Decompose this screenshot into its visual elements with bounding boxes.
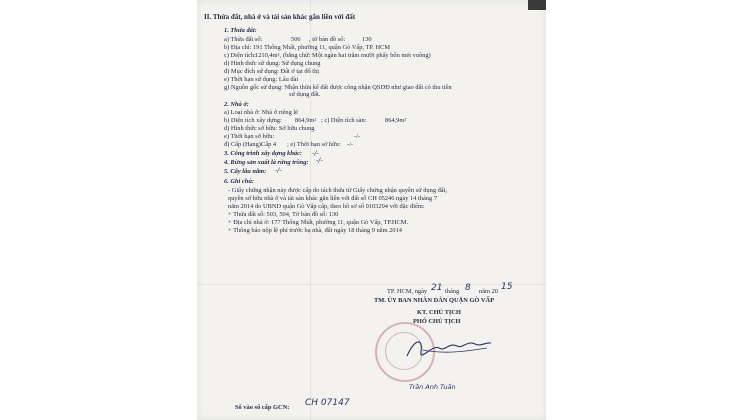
signing-month: 8 [465, 283, 471, 293]
trees-value: -/- [275, 166, 282, 174]
house-term-value: -/- [347, 141, 354, 148]
notes-heading: 6. Ghi chú: [224, 178, 255, 185]
forest-value: -/- [316, 156, 323, 164]
land-use-form: d) Hình thức sử dụng: Sử dụng chung [224, 60, 321, 67]
deputy-title: PHÓ CHỦ TỊCH [413, 318, 461, 325]
parcel-number-label: a) Thửa đất số: [224, 36, 263, 43]
map-sheet-number: 130 [362, 36, 372, 43]
section-title: II. Thửa đất, nhà ở và tài sản khác gắn liền với đất [204, 13, 356, 21]
signing-month-label: tháng [445, 288, 460, 295]
house-grade: Cấp 4 [261, 141, 277, 148]
house-ownership: d) Hình thức sở hữu: Sở hữu chung [224, 125, 315, 132]
floor-area-label: ; c) Diện tích sàn: [321, 117, 367, 124]
registry-label: Số vào sổ cấp GCN: [235, 404, 290, 411]
house-term-label: ; e) Thời hạn sở hữu: [287, 141, 341, 148]
note-line: + Địa chỉ nhà ở: 177 Thống Nhất, phường 11, quận Gò Vấp, TP.HCM. [228, 219, 409, 226]
house-heading: 2. Nhà ở: [224, 101, 249, 108]
area-value: 1210,4m², [255, 52, 282, 59]
floor-area-value: 864,9m² [385, 117, 407, 124]
area-in-words: (bằng chữ: Một ngàn hai trăm mười phẩy bốn mét vuông) [283, 52, 431, 59]
certificate-page [197, 0, 546, 420]
kt-title: KT. CHỦ TỊCH [417, 309, 461, 316]
page-corner [528, 0, 546, 10]
registry-number: CH 07147 [305, 398, 350, 408]
signing-day: 21 [431, 283, 443, 293]
trees-heading: 5. Cây lâu năm: [224, 168, 267, 175]
signing-place: TP. HCM, ngày [387, 288, 428, 295]
note-line: + Thông báo nộp lệ phí trước bạ nhà, đất ngày 18 tháng 9 năm 2014 [228, 227, 402, 234]
note-line: quyền sở hữu nhà ở và tài sản khác gắn liền với đất số CH 05246 ngày 14 tháng 7 [228, 195, 438, 202]
land-origin-cont: sử dụng đất. [289, 91, 321, 98]
note-line: - Giấy chứng nhận này được cấp do tách thửa từ Giấy chứng nhận quyền sử dụng đất, [228, 187, 448, 194]
house-grade-label: đ) Cấp (Hạng): [224, 141, 263, 148]
ownership-term-label: e) Thời hạn sở hữu: [224, 133, 275, 140]
map-sheet-label: , tờ bản đồ số: [309, 36, 346, 43]
land-origin: g) Nguồn gốc sử dụng: Nhận thừa kế đất được công nhận QSDĐ như giao đất có thu tiền [224, 84, 452, 91]
house-type: a) Loại nhà ở: Nhà ở riêng lẻ [224, 109, 299, 116]
parcel-number: 506 [291, 36, 301, 43]
note-line: năm 2014 do UBND quận Gò Vấp cấp, theo hồ sơ số 0103294 với đặc điểm: [228, 203, 425, 210]
ownership-term-value: -/- [354, 133, 361, 140]
signing-year-label: năm 20 [479, 288, 498, 295]
land-use-term: e) Thời hạn sử dụng: Lâu dài [224, 76, 299, 83]
signer-name: Trần Anh Tuấn [409, 383, 456, 391]
signature [403, 334, 493, 364]
construction-heading: 3. Công trình xây dựng khác: [224, 150, 303, 157]
build-area-label: b) Diện tích xây dựng: [224, 117, 282, 124]
signing-year: 15 [501, 282, 513, 292]
land-heading: 1. Thửa đất: [224, 27, 257, 34]
authority-title: TM. ỦY BAN NHÂN DÂN QUẬN GÒ VẤP [374, 297, 494, 304]
land-use-purpose: đ) Mục đích sử dụng: Đất ở tại đô thị [224, 68, 320, 75]
area-label: c) Diện tích: [224, 52, 256, 59]
construction-value: -/- [312, 149, 319, 157]
fold-line [197, 284, 546, 285]
build-area-value: 864,9m² [295, 117, 317, 124]
note-line: + Thửa đất số: 503, 504, Tờ bản đồ số: 130 [228, 211, 339, 218]
forest-heading: 4. Rừng sản xuất là rừng trồng: [224, 159, 309, 166]
land-address: b) Địa chỉ: 191 Thống Nhất, phường 11, quận Gò Vấp, TP. HCM [224, 44, 391, 51]
